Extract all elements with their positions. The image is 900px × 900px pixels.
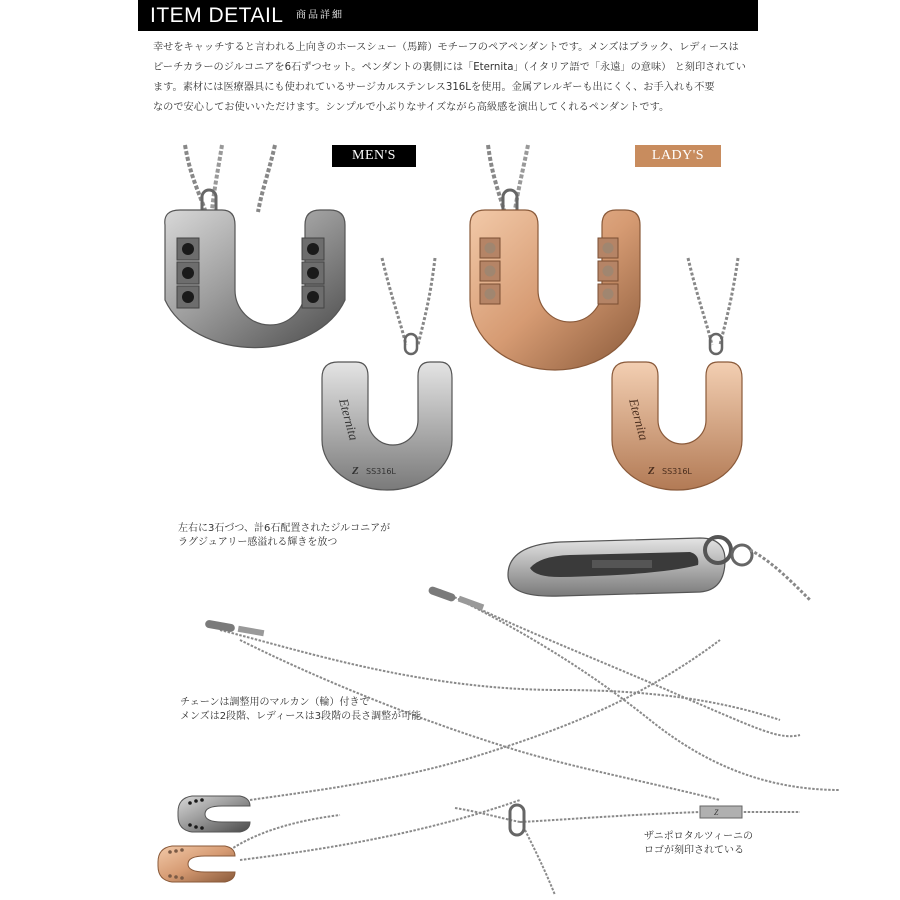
mens-stones-left [177,238,199,308]
mini-ladys-pendant [158,846,235,882]
page-subtitle: 商品詳細 [296,10,344,21]
ladys-engraving-text: Eternita [626,396,652,442]
caption-line: ラグジュアリー感溢れる輝きを放つ [178,537,338,548]
pendant-side-view [508,537,810,600]
caption-line: チェーンは調整用のマルカン（輪）付きで [180,697,370,708]
mens-logo-mark: Z [352,465,359,477]
mini-mens-pendant [178,796,250,832]
caption-line: 左右に3石づつ、計6石配置されたジルコニアが [178,523,391,534]
mens-engraving-text: Eternita [336,396,362,442]
description-line: ます。素材には医療器具にも使われているサージカルステンレス316Lを使用。金属アレルギーも出にくく、お手入れも不要 [153,82,715,93]
mens-stones-right [302,238,324,308]
description-line: 幸せをキャッチすると言われる上向きのホースシュー（馬蹄）モチーフのペアペンダントです。メンズはブラック、レディースは [153,42,739,53]
logo-caption [644,830,753,858]
mens-badge: MEN'S [332,145,416,167]
stones-caption [178,522,390,550]
page-title: ITEM DETAIL [150,4,284,27]
mens-pendant-front [165,145,345,348]
ladys-stones-left [480,238,500,304]
chain-caption [180,696,421,724]
ladys-logo-mark: Z [648,465,655,477]
description-line: なので安心してお使いいただけます。シンプルで小ぶりなサイズながら高級感を演出してくれるペンダントです。 [153,102,670,113]
caption-line: ザニポロタルツィーニの [644,831,753,842]
caption-line: ロゴが刻印されている [644,845,744,856]
description-line: ピーチカラーのジルコニアを6石ずつセット。ペンダントの裏側には「Eternita」（イタリア語で「永遠」の意味） と刻印されてい [153,62,746,73]
ladys-pendant-front [470,145,640,370]
ladys-stones-right [598,238,618,304]
mens-material-mark: SS316L [366,467,396,476]
caption-line: メンズは2段階、レディースは3段階の長さ調整が可能 [180,711,422,722]
ladys-material-mark: SS316L [662,467,692,476]
ladys-badge: LADY'S [635,145,721,167]
tag-logo-mark: Z [714,808,719,817]
